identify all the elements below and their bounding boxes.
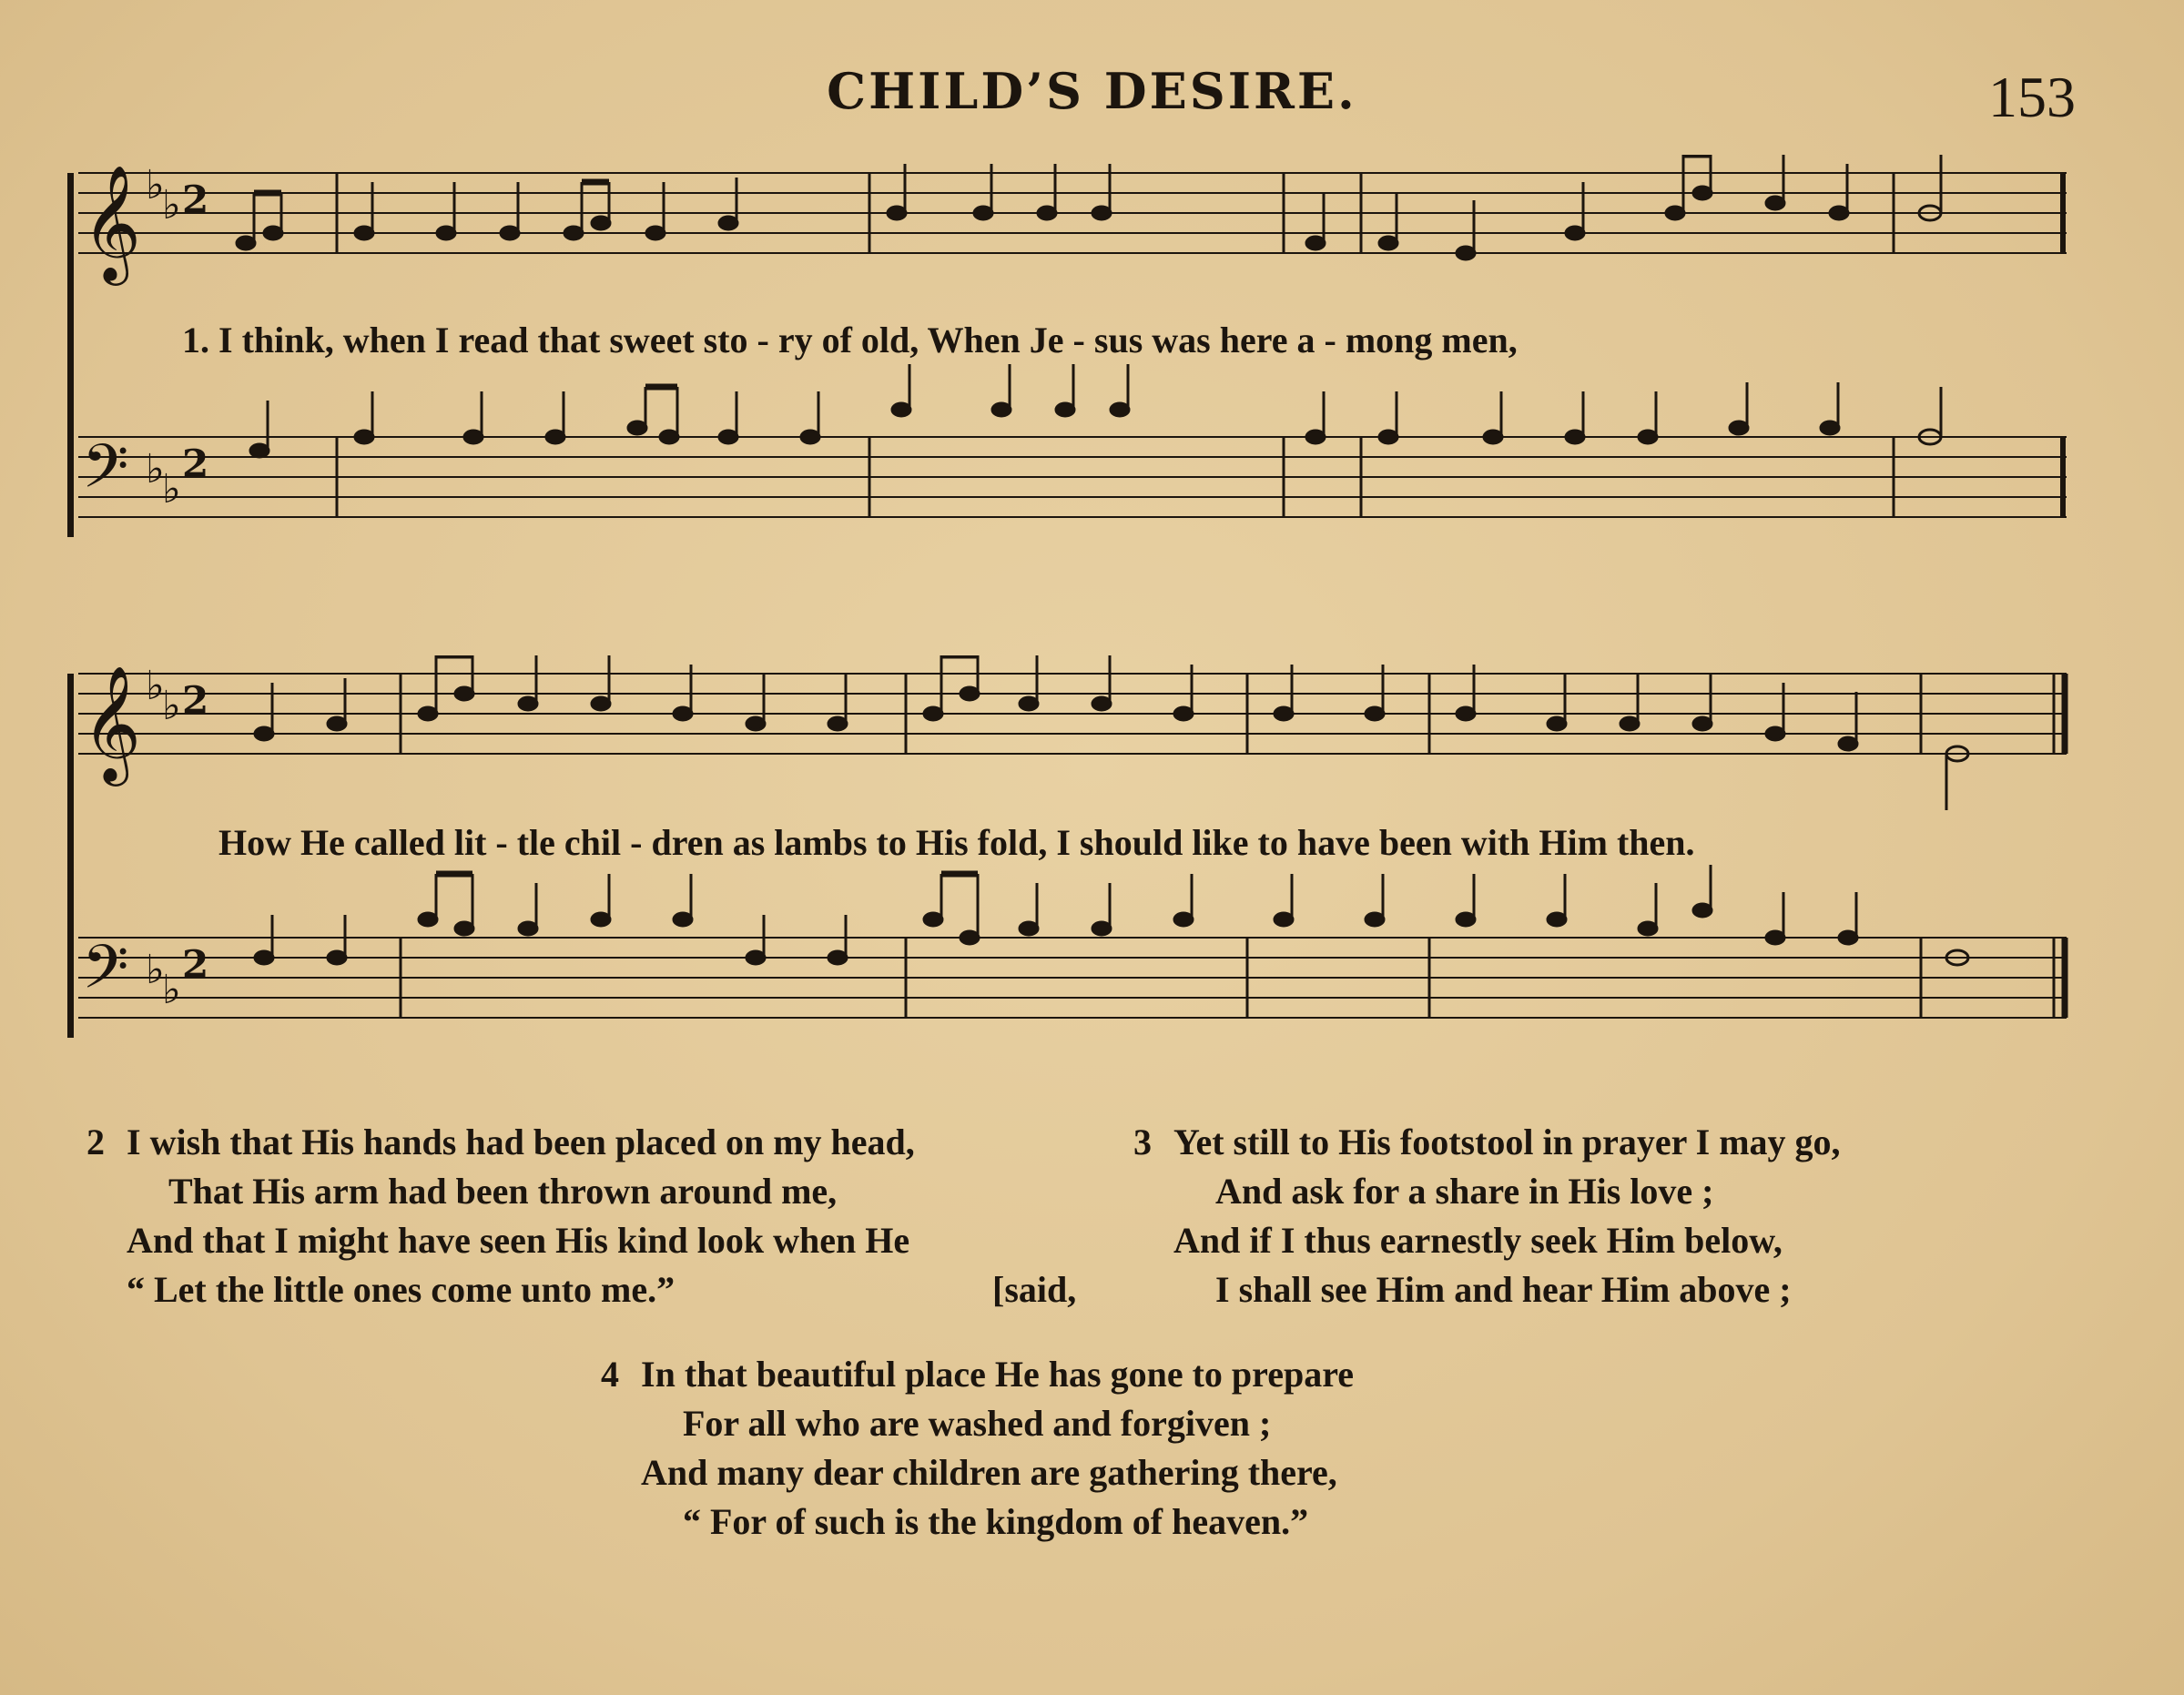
music-system-2	[64, 655, 2076, 1056]
svg-text:♭: ♭	[162, 466, 181, 513]
verse-2-number: 2	[86, 1122, 105, 1162]
svg-text:♭: ♭	[162, 182, 181, 228]
verse-2-line-3-overflow: [said,	[992, 1269, 1077, 1310]
svg-text:♭: ♭	[146, 947, 165, 993]
verse-4-line-3: And many dear children are gathering there,	[641, 1452, 1337, 1493]
score-staves-1	[64, 155, 2076, 573]
music-system-1	[64, 155, 2076, 573]
svg-text:♭: ♭	[146, 446, 165, 492]
verse-4	[601, 1350, 1602, 1547]
verse-3-line-2: And ask for a share in His love ;	[1215, 1171, 1714, 1212]
svg-text:𝄢: 𝄢	[82, 431, 129, 516]
verse-2	[86, 1118, 1106, 1314]
verse-3	[1133, 1118, 2089, 1314]
verse-4-line-1: In that beautiful place He has gone to prepare	[641, 1354, 1354, 1395]
verse-3-line-1: Yet still to His footstool in prayer I may go,	[1173, 1122, 1841, 1162]
verse-2-line-1: I wish that His hands had been placed on my head,	[127, 1122, 915, 1162]
verse-3-number: 3	[1133, 1122, 1152, 1162]
hymn-title: CHILD’S DESIRE.	[827, 62, 1357, 120]
svg-text:2: 2	[182, 442, 209, 486]
svg-text:♭: ♭	[162, 683, 181, 729]
verse-4-line-2: For all who are washed and forgiven ;	[683, 1403, 1272, 1444]
verse-3-line-4: I shall see Him and hear Him above ;	[1215, 1269, 1792, 1310]
lyrics-line-1: 1. I think, when I read that sweet sto - ry of old, When Je - sus was here a - mong men,	[182, 320, 1518, 360]
svg-text:2: 2	[182, 178, 209, 222]
svg-text:♭: ♭	[162, 967, 181, 1013]
svg-text:2: 2	[182, 942, 209, 987]
page-number: 153	[1988, 65, 2076, 129]
svg-text:♭: ♭	[146, 162, 165, 208]
verse-4-number: 4	[601, 1354, 619, 1395]
verse-3-line-3: And if I thus earnestly seek Him below,	[1173, 1220, 1783, 1261]
verse-4-line-4: “ For of such is the kingdom of heaven.”	[683, 1501, 1309, 1542]
verse-2-line-4: “ Let the little ones come unto me.”	[127, 1269, 676, 1310]
verse-2-line-2: That His arm had been thrown around me,	[168, 1171, 838, 1212]
svg-text:♭: ♭	[146, 663, 165, 709]
svg-text:𝄞: 𝄞	[82, 665, 142, 781]
lyrics-line-2: How He called lit - tle chil - dren as lambs to His fold, I should like to have been with Him then.	[218, 822, 1695, 863]
svg-text:2: 2	[182, 678, 209, 723]
svg-text:𝄞: 𝄞	[82, 164, 142, 280]
svg-text:𝄢: 𝄢	[82, 932, 129, 1017]
verse-2-line-3: And that I might have seen His kind look when He	[127, 1220, 910, 1261]
